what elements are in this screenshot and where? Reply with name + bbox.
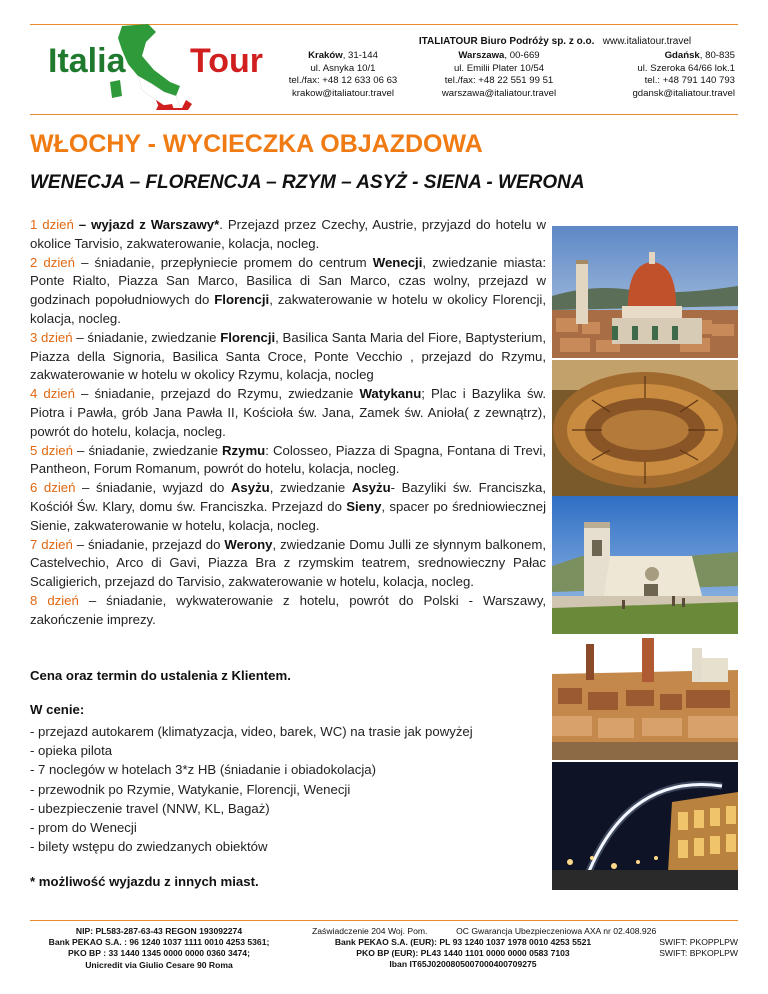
day-text: , zakwaterowanie w hotelu w okolicy Florencji, kolacja, nocleg. — [30, 292, 546, 326]
includes-item: - prom do Wenecji — [30, 820, 137, 836]
day-text: ; Plac i Bazylika św. Piotra i Pawła, grób Jana Pawła II, Kościoła św. Jana, Zamek św. Anioła( z zewnątrz), powrót do hotelu, kolacja, nocleg. — [30, 386, 546, 439]
photo-siena — [552, 634, 738, 760]
footer-right — [640, 937, 738, 959]
includes-item: - ubezpieczenie travel (NNW, KL, Bagaż) — [30, 800, 270, 816]
day-label: 6 dzień — [30, 480, 76, 496]
day-text: – śniadanie, zwiedzanie — [72, 442, 222, 458]
day-text: , zwiedzanie — [269, 480, 352, 496]
footer-iban: Iban IT65J0200805007000400709275 — [389, 959, 537, 970]
office-phone: tel.: +48 791 140 793 — [644, 75, 735, 86]
itinerary-day — [30, 592, 546, 630]
office-gdansk — [595, 50, 735, 100]
italiatour-logo — [30, 20, 270, 110]
itinerary-day — [30, 254, 546, 329]
office-postcode: , 00-669 — [504, 50, 540, 61]
office-krakow — [284, 50, 402, 100]
itinerary-day — [30, 385, 546, 441]
itinerary-day — [30, 216, 546, 254]
footer-nip-regon: NIP: PL583-287-63-43 REGON 193092274 — [75, 926, 243, 936]
office-street: ul. Asnyka 10/1 — [310, 62, 376, 74]
office-street: ul. Emilii Plater 10/54 — [453, 62, 545, 74]
footer-bank-pekao: Bank PEKAO S.A. : 96 1240 1037 1111 0010 4253 5361; — [48, 937, 270, 948]
office-phone: tel./fax: +48 12 633 06 63 — [288, 75, 398, 86]
itinerary-day — [30, 442, 546, 480]
logo-text-italia: Italia — [48, 42, 126, 80]
footer-swift-2: SWIFT: BPKOPLPW — [659, 948, 738, 959]
sardinia-shape — [110, 80, 122, 98]
office-email: krakow@italiatour.travel — [292, 87, 394, 99]
day-text: – śniadanie, przejazd do Rzymu, zwiedzanie — [74, 386, 360, 402]
day-text: Asyżu — [230, 480, 270, 496]
italy-map-logo — [30, 20, 270, 110]
footer-bank-pko: PKO BP : 33 1440 1345 0000 0000 0360 3474; — [68, 948, 250, 959]
day-text: Werony — [224, 536, 273, 552]
includes-item: - przejazd autokarem (klimatyzacja, video, barek, WC) na trasie jak powyżej — [30, 724, 473, 739]
office-postcode: , 80-835 — [699, 50, 735, 61]
company-website: www.italiatour.travel — [602, 36, 692, 47]
day-text: - Bazyliki św. Franciszka, Kościół Św. Klary, domu św. Franciszka. Przejazd do — [30, 480, 546, 514]
footer-rule — [30, 920, 738, 921]
footer-bank-pko-eur: PKO BP (EUR): PL43 1440 1101 0000 0000 0583 7103 — [356, 948, 570, 959]
company-name: ITALIATOUR Biuro Podróży sp. z o.o. — [418, 36, 595, 47]
day-text: , zwiedzanie Domu Julli ze słynnym balkonem, Castelvechio, Arco di Gavi, Piazza Bra z rzymskim teatrem, srednowieczny Pałac Scaligierich, przejazd do Tarvisio, zakwaterowanie w hotelu, kolacja, nocleg. — [30, 536, 546, 590]
itinerary-day — [30, 479, 546, 535]
footer-bank-unicredit: Unicredit via Giulio Cesare 90 Roma — [85, 959, 233, 970]
includes-item: - przewodnik po Rzymie, Watykanie, Florencji, Wenecji — [30, 781, 351, 797]
office-city: Gdańsk — [664, 50, 700, 61]
office-email: warszawa@italiatour.travel — [441, 87, 557, 99]
day-text: Rzymu — [222, 442, 266, 458]
logo-text-tour: Tour — [190, 42, 264, 80]
day-label: 1 dzień — [30, 217, 74, 232]
day-text: Sieny — [346, 498, 382, 514]
header-bottom-rule — [30, 114, 738, 115]
day-text: – śniadanie, wyjazd do — [75, 480, 231, 496]
itinerary-day — [30, 536, 546, 592]
day-text: , spacer po średniowiecznej Sienie, zakwaterowanie w hotelu, kolacja, nocleg. — [30, 498, 547, 533]
day-text: : Colosseo, Piazza di Spagna, Fontana di Trevi, Pantheon, Forum Romanum, powrót do hotelu, kolacja, nocleg. — [30, 442, 547, 477]
day-text: Florencji — [214, 292, 270, 308]
photo-assisi — [552, 496, 738, 640]
day-text: . Przejazd przez Czechy, Austrie, przyjazd do hotelu w okolice Tarvisio, zakwaterowanie, kolacja, nocleg. — [30, 217, 547, 251]
day-label: 3 dzień — [30, 329, 73, 345]
footer-swift-1: SWIFT: PKOPPLPW — [659, 937, 738, 947]
day-label: 2 dzień — [30, 254, 75, 270]
day-text: , zwiedzanie miasta: Ponte Rialto, Piazza San Marco, Basilica di San Marco, czas wolny, przejazd w godzinach popołudniowych do — [30, 254, 546, 308]
footnote: * możliwość wyjazdu z innych miast. — [30, 874, 259, 889]
price-note: Cena oraz termin do ustalenia z Klientem. — [30, 668, 291, 683]
day-label: 8 dzień — [30, 592, 79, 608]
photo-colosseum — [552, 360, 738, 496]
office-street: ul. Szeroka 64/66 lok.1 — [637, 62, 735, 74]
day-label: 7 dzień — [30, 536, 73, 552]
office-city: Kraków — [308, 50, 343, 61]
includes-item: - bilety wstępu do zwiedzanych obiektów — [30, 839, 268, 855]
day-text: – wyjazd z Warszawy* — [73, 217, 220, 232]
day-text: Florencji — [220, 329, 276, 345]
day-text: – śniadanie, przejazd do — [72, 536, 225, 552]
day-label: 5 dzień — [30, 442, 73, 458]
day-label: 4 dzień — [30, 386, 75, 402]
includes-list — [30, 722, 550, 856]
day-text: – śniadanie, przepłyniecie promem do centrum — [74, 254, 373, 270]
page-subtitle: WENECJA – FLORENCJA – RZYM – ASYŻ - SIENA - WERONA — [30, 172, 585, 193]
footer-certificate-line: Zaświadczenie 204 Woj. Pom. OC Gwarancja Ubezpieczeniowa AXA nr 02.408.926 — [312, 926, 657, 936]
includes-item: - opieka pilota — [30, 743, 113, 759]
page-title: WŁOCHY - WYCIECZKA OBJAZDOWA — [30, 130, 483, 158]
photo-verona — [552, 762, 738, 890]
office-email: gdansk@italiatour.travel — [632, 87, 735, 99]
office-phone: tel./fax: +48 22 551 99 51 — [444, 75, 554, 86]
day-text: – śniadanie, zwiedzanie — [72, 329, 221, 345]
office-postcode: , 31-144 — [342, 50, 378, 61]
footer-bank-pekao-eur: Bank PEKAO S.A. (EUR): PL 93 1240 1037 1978 0010 4253 5521 — [334, 937, 592, 947]
day-text: Wenecji — [372, 254, 423, 270]
day-text: – śniadanie, wykwaterowanie z hotelu, powrót do Polski - Warszawy, zakończenie imprezy. — [30, 592, 546, 627]
itinerary-text — [30, 216, 546, 630]
company-name-line — [370, 36, 740, 47]
footer-middle — [298, 937, 628, 971]
office-city: Warszawa — [458, 50, 505, 61]
day-text: , Basilica Santa Maria del Fiore, Baptysterium, Piazza della Signoria, Basilica Santa Croce, Ponte Vecchio , przejazd do Rzymu, zakwaterowanie w hotelu w okolicy Rzymu, kolacja, nocleg — [30, 329, 546, 383]
day-text: Asyżu — [351, 480, 391, 496]
includes-title: W cenie: — [30, 702, 85, 717]
includes-item: - 7 noclegów w hotelach 3*z HB (śniadanie i obiadokolacja) — [30, 762, 377, 778]
photo-florence — [552, 226, 738, 358]
office-warszawa — [430, 50, 568, 100]
footer-left — [30, 926, 288, 971]
day-text: Watykanu — [359, 386, 422, 402]
itinerary-day — [30, 329, 546, 385]
